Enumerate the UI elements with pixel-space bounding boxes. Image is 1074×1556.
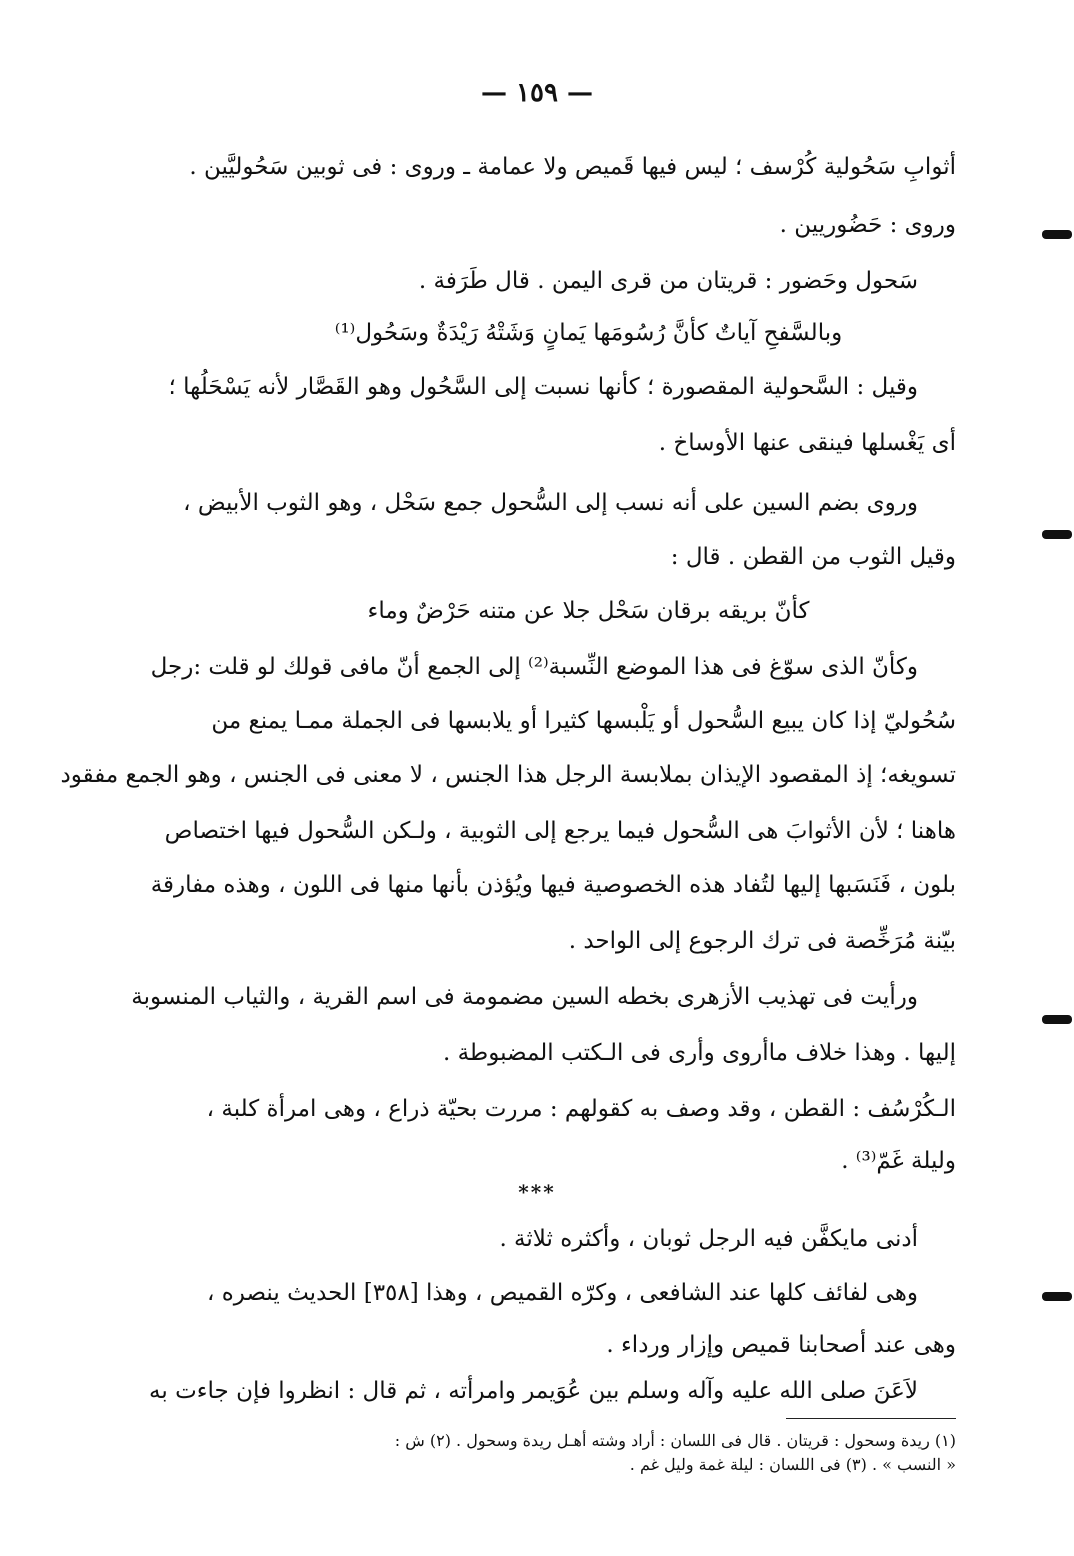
text-line: أى يَغْسلها فينقى عنها الأوساخ . <box>658 430 956 456</box>
text-line: إليها . وهذا خلاف ماأروى وأرى فى الـكتب المضبوطة . <box>442 1040 956 1066</box>
text-line: الـكُرْسُف : القطن ، وقد وصف به كقولهم : مررت بحيّة ذراع ، وهى امرأة كلبة ، <box>206 1096 956 1122</box>
footnote-line: (١) ريدة وسحول : قريتان . قال فى اللسان : أراد وشته أهـل ريدة وسحول . (٢) ش : <box>394 1431 956 1450</box>
section-separator: *** <box>518 1180 556 1204</box>
text-line: وروى : حَضُوريين . <box>779 212 956 238</box>
text-line: وهى عند أصحابنا قميص وإزار ورداء . <box>606 1332 956 1358</box>
verse-line: كأنّ بريقه برقان سَحْل جلا عن متنه حَرْضٌ وماء <box>367 598 810 624</box>
text-line: ورأيت فى تهذيب الأزهرى بخطه السين مضمومة فى اسم القرية ، والثياب المنسوبة <box>131 984 918 1010</box>
text-line: وليلة غَمّ⁽³⁾ . <box>841 1148 956 1174</box>
footnote-rule <box>786 1418 956 1419</box>
text-line: وكأنّ الذى سوّغ فى هذا الموضع النِّسبة⁽²⁾ إلى الجمع أنّ مافى قولك لو قلت :رجل <box>150 654 918 680</box>
text-line: وقيل : السَّحولية المقصورة ؛ كأنها نسبت إلى السَّحُول وهو القَصَّار لأنه يَسْحَلُها ؛ <box>168 374 918 400</box>
text-line: سَحول وحَضور : قريتان من قرى اليمن . قال طَرَفة . <box>418 268 918 294</box>
text-line: سُحُوليّ إذا كان يبيع السُّحول أو يَلْبسها كثيرا أو يلابسها فى الجملة ممـا يمنع من <box>211 708 956 734</box>
text-line: أدنى مايكفَّن فيه الرجل ثوبان ، وأكثره ثلاثة . <box>499 1226 918 1252</box>
text-line: تسويغه؛ إذ المقصود الإيذان بملابسة الرجل هذا الجنس ، لا معنى فى الجنس ، وهو الجمع مفقود <box>60 762 956 788</box>
text-line: هاهنا ؛ لأن الأثوابَ هى السُّحول فيما يرجع إلى الثوبية ، ولـكن السُّحول فيها اختصاص <box>164 818 956 844</box>
margin-mark <box>1042 1015 1072 1024</box>
margin-mark <box>1042 1292 1072 1301</box>
text-line: وروى بضم السين على أنه نسب إلى السُّحول جمع سَحْل ، وهو الثوب الأبيض ، <box>183 490 918 516</box>
text-line: بيّنة مُرَخِّصة فى ترك الرجوع إلى الواحد . <box>568 928 956 954</box>
text-line: بلون ، فَنَسَبها إليها لتُفاد هذه الخصوصية فيها ويُؤذن بأنها منها فى اللون ، وهذه مفارقة <box>150 872 956 898</box>
footnote-line: « النسب » . (٣) فى اللسان : ليلة غمة وليل غم . <box>629 1455 956 1474</box>
text-line: وهى لفائف كلها عند الشافعى ، وكرّه القميص ، وهذا [٣٥٨] الحديث ينصره ، <box>207 1280 918 1306</box>
margin-mark <box>1042 230 1072 239</box>
margin-mark <box>1042 530 1072 539</box>
text-line: لاَعَنَ صلى الله عليه وآله وسلم بين عُوَيمر وامرأته ، ثم قال : انظروا فإن جاءت به <box>149 1378 918 1404</box>
verse-line: وبالسَّفحِ آياتٌ كأنَّ رُسُومَها يَمانٍ وَشَتْهُ رَيْدَةٌ وسَحُول⁽¹⁾ <box>334 320 843 346</box>
text-line: أثوابِ سَحُولية كُرْسف ؛ ليس فيها قَميص ولا عمامة ـ وروى : فى ثوبين سَحُوليَّين . <box>189 154 956 180</box>
page-number: — ١٥٩ — <box>480 78 594 108</box>
text-line: وقيل الثوب من القطن . قال : <box>670 544 956 570</box>
